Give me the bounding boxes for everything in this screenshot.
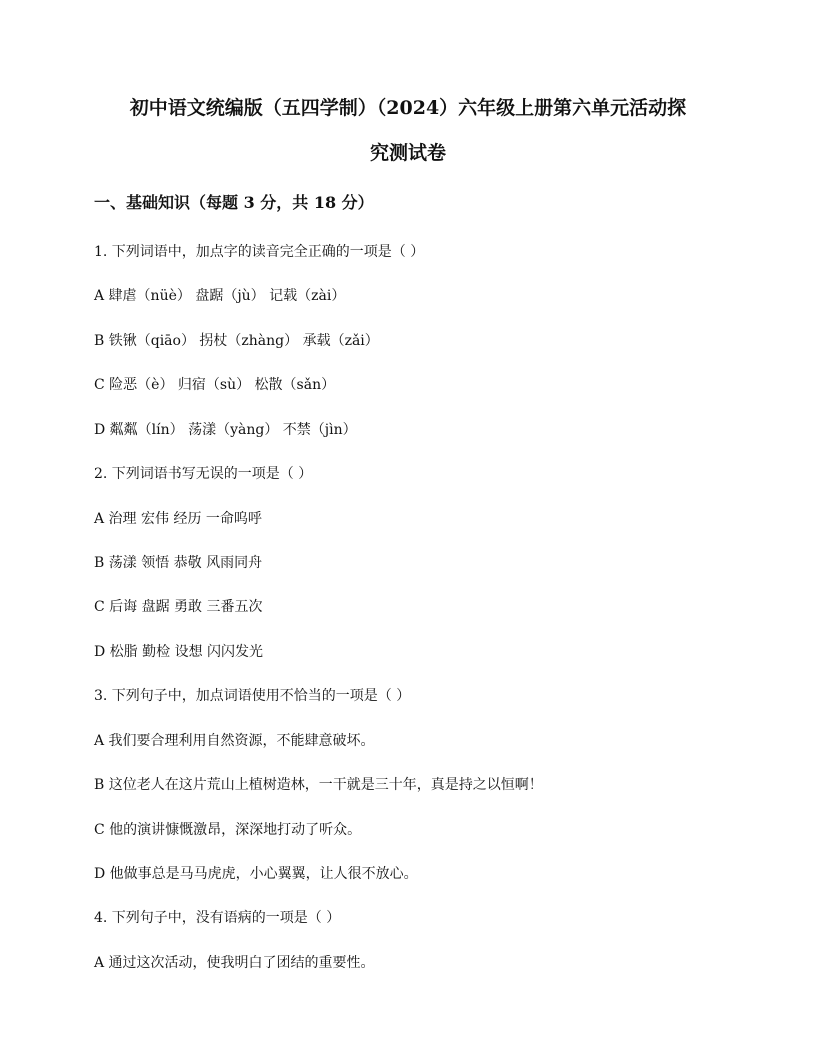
question-1-option-b: B 铁锹（qiāo） 拐杖（zhàng） 承载（zǎi） bbox=[94, 333, 379, 349]
document-title-line-2: 究测试卷 bbox=[369, 142, 446, 164]
question-1-option-d: D 粼粼（lín） 荡漾（yàng） 不禁（jìn） bbox=[94, 422, 357, 438]
question-3-stem: 3. 下列句子中，加点词语使用不恰当的一项是（ ） bbox=[94, 688, 411, 704]
question-2-option-d: D 松脂 勤检 设想 闪闪发光 bbox=[94, 644, 264, 660]
question-2-option-c: C 后诲 盘踞 勇敢 三番五次 bbox=[94, 599, 263, 615]
question-2-option-b: B 荡漾 领悟 恭敬 风雨同舟 bbox=[94, 555, 263, 571]
question-4-option-a: A 通过这次活动，使我明白了团结的重要性。 bbox=[94, 955, 375, 971]
question-3-option-b: B 这位老人在这片荒山上植树造林，一干就是三十年，真是持之以恒啊！ bbox=[94, 777, 543, 793]
question-2-stem: 2. 下列词语书写无误的一项是（ ） bbox=[94, 466, 313, 482]
question-2-option-a: A 治理 宏伟 经历 一命呜呼 bbox=[94, 511, 262, 527]
question-4-stem: 4. 下列句子中，没有语病的一项是（ ） bbox=[94, 910, 341, 926]
question-3-option-a: A 我们要合理利用自然资源，不能肆意破坏。 bbox=[94, 733, 375, 749]
question-1-option-c: C 险恶（è） 归宿（sù） 松散（sǎn） bbox=[94, 377, 336, 393]
question-1-option-a: A 肆虐（nüè） 盘踞（jù） 记载（zài） bbox=[94, 288, 346, 304]
question-1-stem: 1. 下列词语中，加点字的读音完全正确的一项是（ ） bbox=[94, 244, 425, 260]
document-title-line-1: 初中语文统编版（五四学制）（2024）六年级上册第六单元活动探 bbox=[129, 97, 687, 119]
question-3-option-d: D 他做事总是马马虎虎，小心翼翼，让人很不放心。 bbox=[94, 866, 418, 882]
question-3-option-c: C 他的演讲慷慨激昂，深深地打动了听众。 bbox=[94, 822, 362, 838]
section-heading-basic-knowledge: 一、基础知识（每题 3 分，共 18 分） bbox=[94, 193, 374, 212]
